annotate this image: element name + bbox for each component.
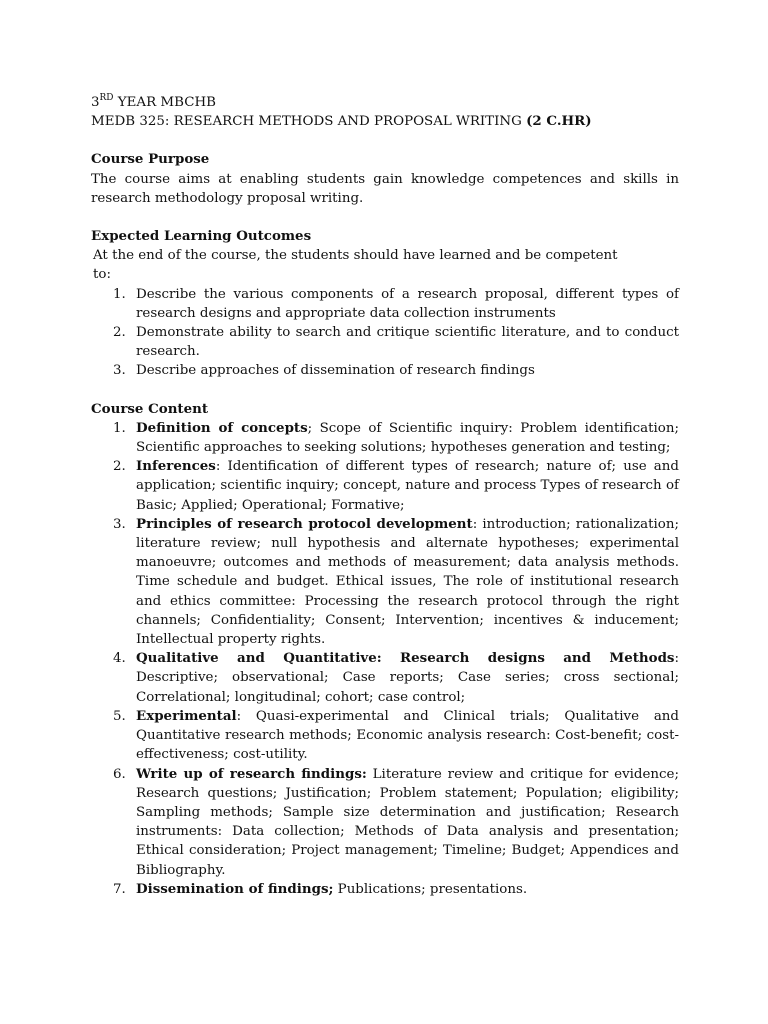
outcomes-intro-line1: At the end of the course, the students should have learned and be competent (93, 248, 618, 264)
list-number: 2. (113, 325, 126, 341)
content-title: Course Content (91, 400, 209, 417)
list-item (91, 361, 679, 380)
list-item (91, 515, 679, 649)
list-number: 7. (113, 881, 126, 897)
outcomes-intro-line2: to: (93, 267, 111, 283)
topic-text: : Descriptive; observational; Case reports; Case series; cross sectional; Correlational; longitudinal; cohort; case control; (136, 651, 679, 705)
topic-text: Literature review and critique for evidence; Research questions; Justification; Problem statement; Population; eligibility; Sampling methods; Sample size determination and justification; Research instruments: Data collection; Methods of Data analysis and presentation; Ethical consideration; Project management; Timeline; Budget; Appendices and Bibliography. (136, 766, 679, 878)
list-item (91, 765, 679, 880)
list-number: 5. (113, 708, 126, 724)
list-number: 3. (113, 363, 126, 379)
topic-heading: Write up of research findings: (136, 765, 367, 782)
list-item (91, 285, 679, 323)
list-number: 2. (113, 459, 126, 475)
list-number: 1. (113, 420, 126, 436)
list-item (91, 457, 679, 515)
list-number: 6. (113, 766, 126, 782)
purpose-text: The course aims at enabling students gain knowledge competences and skills in research methodology proposal writing. (91, 171, 679, 206)
year-program: YEAR MBCHB (113, 95, 216, 110)
course-code-title: MEDB 325: RESEARCH METHODS AND PROPOSAL WRITING (91, 114, 527, 130)
topic-heading: Qualitative and Quantitative: Research designs and Methods (136, 650, 675, 667)
outcomes-list (91, 285, 679, 381)
topic-text: : Identification of different types of research; nature of; use and application; scientific inquiry; concept, nature and process Types of research of Basic; Applied; Operational; Formative; (136, 459, 679, 513)
list-number: 4. (113, 651, 126, 667)
year-suffix: RD (99, 92, 114, 103)
outcomes-title: Expected Learning Outcomes (91, 228, 312, 245)
topic-text: : introduction; rationalization; literature review; null hypothesis and alternate hypotheses; experimental manoeuvre; outcomes and methods of measurement; data analysis methods. Time schedule and budget. Ethical issues, The role of institutional research and ethics committee: Processing the research protocol through the right channels; Confidentiality; Consent; Intervention; incentives & inducement; Intellectual property rights. (136, 516, 679, 648)
list-number: 3. (113, 516, 126, 532)
content-list (91, 419, 679, 899)
topic-heading: Dissemination of findings; (136, 880, 334, 897)
topic-heading: Principles of research protocol development (136, 515, 473, 532)
list-item-text: Describe the various components of a research proposal, different types of research designs and appropriate data collection instruments (136, 286, 679, 321)
credit-hours: (2 C.HR) (526, 113, 592, 130)
course-heading (91, 112, 679, 131)
topic-heading: Inferences (136, 458, 216, 475)
year-number: 3 (91, 95, 100, 110)
topic-text: Publications; presentations. (333, 881, 528, 897)
purpose-title: Course Purpose (91, 151, 210, 168)
topic-text: : Quasi-experimental and Clinical trials; Qualitative and Quantitative research methods; Economic analysis research: Cost-benefit; cost-effectiveness; cost-utility. (136, 708, 679, 763)
list-item (91, 323, 679, 361)
topic-heading: Experimental (136, 707, 237, 724)
list-number: 1. (113, 286, 126, 302)
list-item-text: Demonstrate ability to search and critique scientific literature, and to conduct research. (136, 325, 679, 360)
topic-heading: Definition of concepts (136, 419, 308, 436)
topic-text: ; Scope of Scientific inquiry: Problem identification; Scientific approaches to seeking solutions; hypotheses generation and testing; (136, 420, 679, 456)
list-item (91, 419, 679, 457)
list-item (91, 707, 679, 765)
list-item (91, 880, 679, 899)
year-heading (91, 93, 679, 112)
list-item-text: Describe approaches of dissemination of research findings (136, 363, 535, 379)
list-item (91, 649, 679, 707)
